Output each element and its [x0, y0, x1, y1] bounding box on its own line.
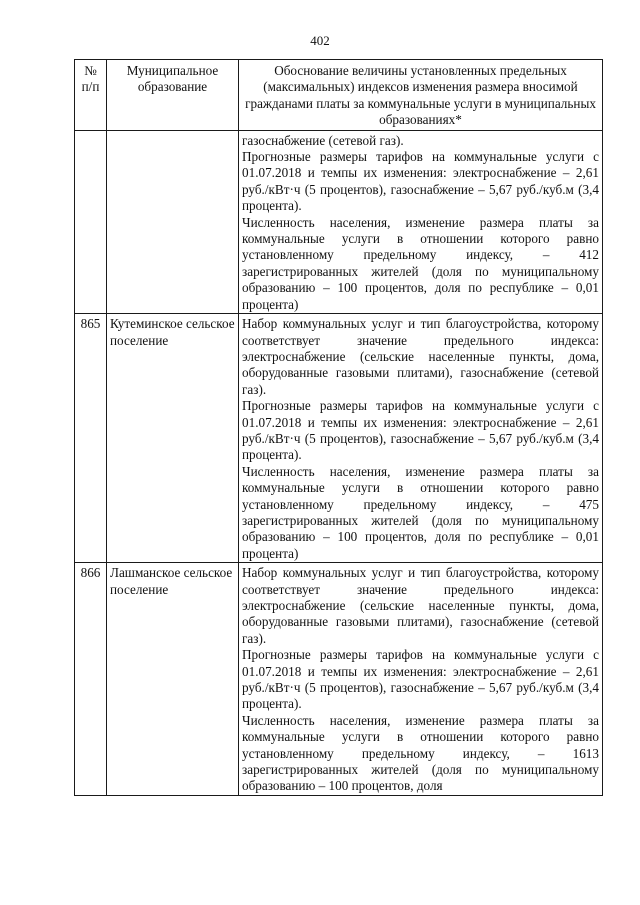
row-reason	[239, 130, 603, 313]
header-reason: Обоснование величины установленных предельных (максимальных) индексов изменения размера вносимой гражданами платы за коммунальные услуги в муниципальных образованиях*	[239, 60, 603, 131]
header-num: № п/п	[75, 60, 107, 131]
row-reason	[239, 314, 603, 563]
reason-paragraph: Численность населения, изменение размера платы за коммунальные услуги в отношении которого равно установленному предельному индексу, – 1613 зарегистрированных жителей (доля по муниципальному образованию – 100 процентов, доля	[242, 712, 599, 794]
tariff-index-table	[74, 59, 603, 796]
header-municipality: Муниципальное образование	[107, 60, 239, 131]
reason-paragraph: газоснабжение (сетевой газ).	[242, 132, 404, 148]
reason-paragraph: Набор коммунальных услуг и тип благоустройства, которому соответствует значение предельного индекса: электроснабжение (сельские населенные пункты, дома, оборудованные газовыми плитами), газоснабжение (сетевой газ).	[242, 316, 599, 397]
reason-paragraph: Численность населения, изменение размера платы за коммунальные услуги в отношении которого равно установленному предельному индексу, – 412 зарегистрированных жителей (доля по муниципальному образованию – 100 процентов, доля по республике – 0,01 процента)	[242, 214, 599, 312]
reason-paragraph: Прогнозные размеры тарифов на коммунальные услуги с 01.07.2018 и темпы их изменения: электроснабжение – 2,61 руб./кВт·ч (5 процентов), газоснабжение – 5,67 руб./куб.м (3,4 процента).	[242, 647, 599, 712]
table-header-row	[75, 60, 603, 131]
row-num: 865	[75, 314, 107, 563]
page-number: 402	[310, 33, 330, 48]
reason-paragraph: Прогнозные размеры тарифов на коммунальные услуги с 01.07.2018 и темпы их изменения: электроснабжение – 2,61 руб./кВт·ч (5 процентов), газоснабжение – 5,67 руб./куб.м (3,4 процента).	[242, 149, 599, 214]
row-num	[75, 130, 107, 313]
row-municipality: Кутеминское сельское поселение	[107, 314, 239, 563]
row-num: 866	[75, 563, 107, 796]
table-row	[75, 563, 603, 796]
reason-paragraph: Численность населения, изменение размера платы за коммунальные услуги в отношении которого равно установленному предельному индексу, – 475 зарегистрированных жителей (доля по муниципальному образованию – 100 процентов, доля по республике – 0,01 процента)	[242, 463, 599, 561]
row-municipality: Лашманское сельское поселение	[107, 563, 239, 796]
table-row	[75, 130, 603, 313]
reason-paragraph: Набор коммунальных услуг и тип благоустройства, которому соответствует значение предельного индекса: электроснабжение (сельские населенные пункты, дома, оборудованные газовыми плитами), газоснабжение (сетевой газ).	[242, 565, 599, 646]
row-municipality	[107, 130, 239, 313]
table-row	[75, 314, 603, 563]
reason-paragraph: Прогнозные размеры тарифов на коммунальные услуги с 01.07.2018 и темпы их изменения: электроснабжение – 2,61 руб./кВт·ч (5 процентов), газоснабжение – 5,67 руб./куб.м (3,4 процента).	[242, 398, 599, 463]
row-reason	[239, 563, 603, 796]
